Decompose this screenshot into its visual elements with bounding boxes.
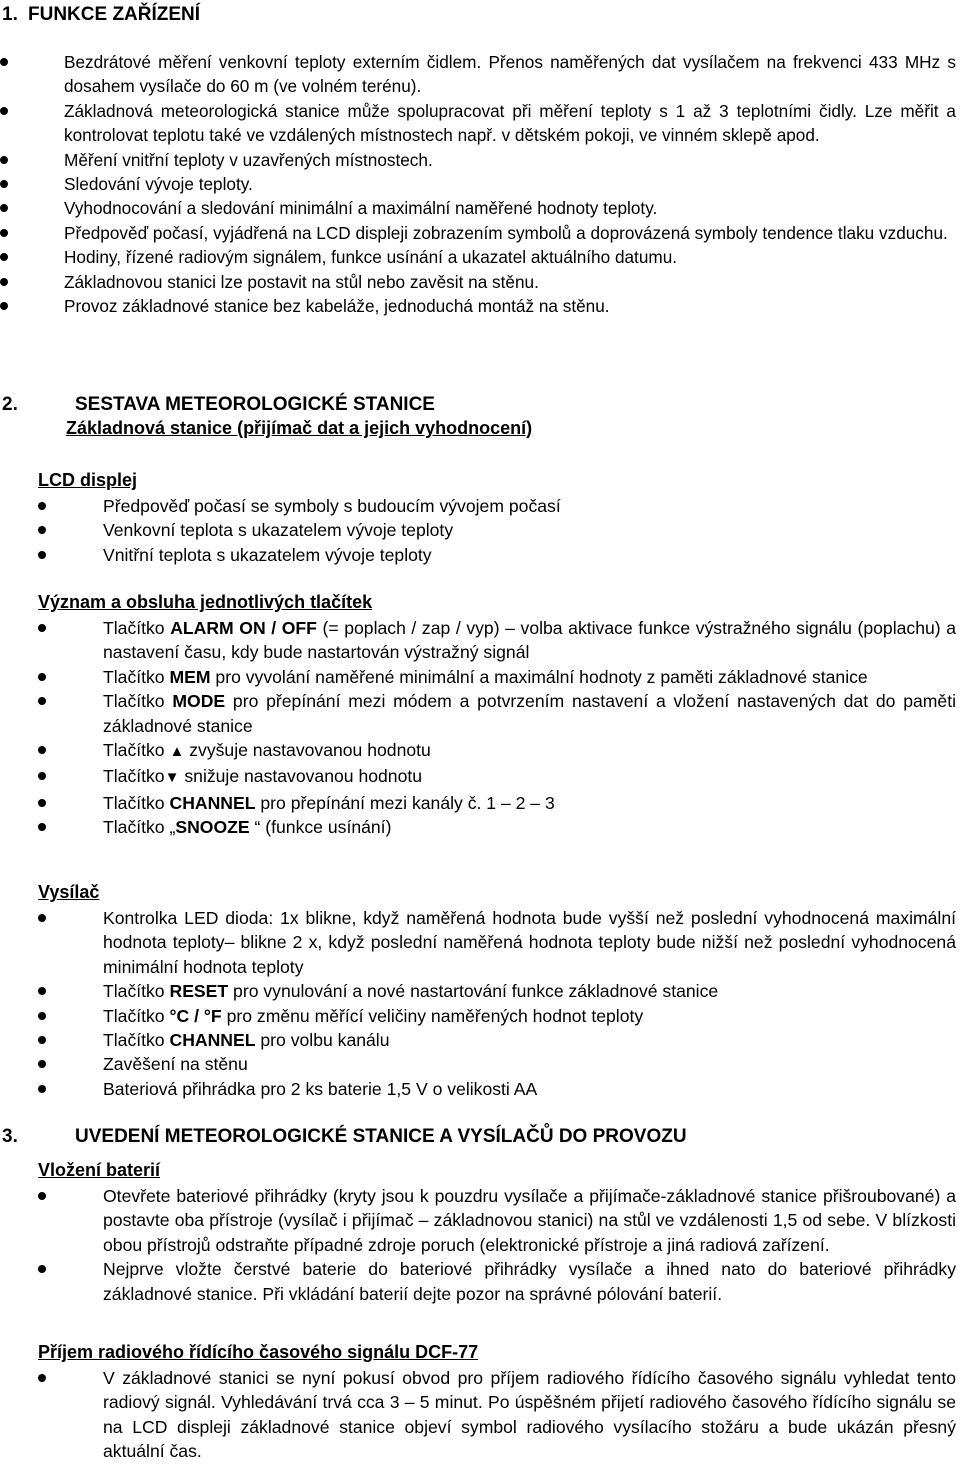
item-text: Tlačítko bbox=[103, 1005, 170, 1026]
item-text: Tlačítko bbox=[103, 691, 173, 712]
section-2-heading bbox=[2, 394, 702, 418]
list-item: Předpověď počasí, vyjádřená na LCD displeji zobrazením symbolů a doprovázená symboly tendence tlaku vzduchu. bbox=[64, 221, 956, 245]
buttons-list bbox=[103, 616, 956, 840]
list-item: Vyhodnocování a sledování minimální a maximální naměřené hodnoty teploty. bbox=[64, 196, 956, 220]
lcd-heading: LCD displej bbox=[38, 470, 138, 490]
item-text: pro vynulování a nové nastartování funkce základnové stanice bbox=[228, 981, 719, 1002]
section-1-title: FUNKCE ZAŘÍZENÍ bbox=[28, 4, 201, 25]
batteries-list bbox=[103, 1184, 956, 1306]
section-3-title: UVEDENÍ METEOROLOGICKÉ STANICE A VYSÍLAČŮ DO PROVOZU bbox=[75, 1126, 687, 1147]
item-text: Tlačítko bbox=[103, 981, 170, 1002]
item-text: Bateriová přihrádka pro 2 ks baterie 1,5 V o velikosti AA bbox=[103, 1078, 538, 1099]
list-item bbox=[103, 1077, 956, 1101]
lcd-list bbox=[103, 494, 956, 567]
list-item bbox=[103, 815, 956, 839]
list-item: Hodiny, řízené radiovým signálem, funkce usínání a ukazatel aktuálního datumu. bbox=[64, 245, 956, 269]
item-text: pro přepínání mezi kanály č. 1 – 2 – 3 bbox=[255, 792, 555, 813]
list-item: Předpověď počasí se symboly s budoucím vývojem počasí bbox=[103, 494, 956, 518]
section-1-number: 1. bbox=[2, 4, 18, 25]
item-text: Tlačítko bbox=[103, 766, 165, 787]
list-item: Otevřete bateriové přihrádky (kryty jsou k pouzdru vysílače a přijímače-základnové stanice přišroubované) a postavte oba přístroje (vysílač i přijímač – základnovou stanici) na stůl ve vzdálenosti 1,5 od sebe. V blízkosti obou přístrojů odstraňte případné zdroje poruch (elektronické přístroje a jiná radiová zařízení. bbox=[103, 1184, 956, 1257]
button-name: °C / °F bbox=[169, 1005, 222, 1026]
section-2-subtitle: Základnová stanice (přijímač dat a jejich vyhodnocení) bbox=[66, 418, 533, 438]
list-item: Vnitřní teplota s ukazatelem vývoje teploty bbox=[103, 543, 956, 567]
section-3-number: 3. bbox=[2, 1126, 18, 1147]
item-text: Kontrolka LED dioda: 1x blikne, když naměřená hodnota bude vyšší než poslední vyhodnocená maximální hodnota teploty– blikne 2 x, když poslední naměřená hodnota teploty bude nižší než poslední vyhodnocená minimální hodnota teploty bbox=[103, 908, 956, 977]
button-name: MEM bbox=[169, 666, 211, 687]
list-item bbox=[103, 616, 956, 665]
list-item: Sledování vývoje teploty. bbox=[64, 172, 956, 196]
transmitter-list bbox=[103, 906, 956, 1101]
buttons-heading: Význam a obsluha jednotlivých tlačítek bbox=[38, 592, 373, 612]
dcf-heading: Příjem radiového řídícího časového signálu DCF-77 bbox=[38, 1342, 479, 1362]
list-item: V základnové stanici se nyní pokusí obvod pro příjem radiového řídícího časového signálu vyhledat tento radiový signál. Vyhledávání trvá cca 3 – 5 minut. Po úspěšném přijetí radiového časového řídícího signálu se na LCD displeji základnové stanice objeví symbol radiového vysílacího stožáru a bude ukázán přesný aktuální čas. bbox=[103, 1366, 956, 1464]
item-text: snižuje nastavovanou hodnotu bbox=[179, 766, 423, 787]
item-text: Tlačítko bbox=[103, 666, 170, 687]
item-text: pro změnu měřící veličiny naměřených hodnot teploty bbox=[221, 1005, 644, 1026]
section-1-heading bbox=[2, 4, 502, 28]
list-item: Nejprve vložte čerstvé baterie do bateriové přihrádky vysílače a ihned nato do bateriové přihrádky základnové stanice. Při vkládání baterií dejte pozor na správné pólování baterií. bbox=[103, 1257, 956, 1306]
list-item: Měření vnitřní teploty v uzavřených místnostech. bbox=[64, 148, 956, 172]
button-name: RESET bbox=[169, 981, 229, 1002]
button-name: MODE bbox=[172, 691, 226, 712]
item-text: pro vyvolání naměřené minimální a maximální hodnoty z paměti základnové stanice bbox=[210, 666, 868, 687]
list-item bbox=[103, 1004, 956, 1028]
list-item bbox=[103, 1052, 956, 1076]
down-arrow-icon: ▼ bbox=[164, 769, 180, 787]
section-3-heading bbox=[2, 1126, 902, 1150]
item-text: pro volbu kanálu bbox=[255, 1030, 390, 1051]
item-text: Tlačítko bbox=[103, 1030, 170, 1051]
button-name: SNOOZE bbox=[175, 817, 250, 838]
dcf-list bbox=[103, 1366, 956, 1464]
item-text: Tlačítko „ bbox=[103, 817, 176, 838]
item-text: (= poplach / zap / vyp) – volba aktivace funkce výstražného signálu (poplachu) a nastavení času, kdy bude nastartován výstražný signál bbox=[103, 618, 956, 663]
list-item bbox=[103, 906, 956, 979]
item-text: pro přepínání mezi módem a potvrzením nastavení a vložení nastavených dat do paměti základnové stanice bbox=[103, 691, 956, 736]
section-1-list bbox=[64, 50, 956, 318]
list-item bbox=[103, 1028, 956, 1052]
item-text: Tlačítko bbox=[103, 618, 171, 638]
item-text: Zavěšení na stěnu bbox=[103, 1054, 248, 1075]
button-name: CHANNEL bbox=[169, 1030, 256, 1051]
button-name: ALARM ON / OFF bbox=[170, 618, 317, 638]
item-text: Tlačítko bbox=[103, 740, 170, 761]
list-item: Základnová meteorologická stanice může spolupracovat při měření teploty s 1 až 3 teplotními čidly. Lze měřit a kontrolovat teplotu také ve vzdálených místnostech např. v dětském pokoji, ve vinném sklepě apod. bbox=[64, 99, 956, 148]
list-item bbox=[103, 791, 956, 815]
list-item bbox=[103, 738, 956, 764]
list-item bbox=[103, 979, 956, 1003]
batteries-heading: Vložení baterií bbox=[38, 1160, 161, 1180]
list-item: Bezdrátové měření venkovní teploty externím čidlem. Přenos naměřených dat vysílačem na frekvenci 433 MHz s dosahem vysílače do 60 m (ve volném terénu). bbox=[64, 50, 956, 99]
list-item bbox=[103, 665, 956, 689]
up-arrow-icon: ▲ bbox=[169, 743, 185, 761]
item-text: “ (funkce usínání) bbox=[249, 817, 392, 838]
item-text: zvyšuje nastavovanou hodnotu bbox=[184, 740, 431, 761]
section-2-number: 2. bbox=[2, 394, 18, 415]
list-item bbox=[103, 764, 956, 790]
transmitter-heading: Vysílač bbox=[38, 882, 100, 902]
item-text: Tlačítko bbox=[103, 792, 170, 813]
button-name: CHANNEL bbox=[169, 792, 256, 813]
list-item bbox=[103, 689, 956, 738]
list-item: Základnovou stanici lze postavit na stůl nebo zavěsit na stěnu. bbox=[64, 270, 956, 294]
list-item: Provoz základnové stanice bez kabeláže, jednoduchá montáž na stěnu. bbox=[64, 294, 956, 318]
section-2-title: SESTAVA METEOROLOGICKÉ STANICE bbox=[75, 394, 435, 415]
list-item: Venkovní teplota s ukazatelem vývoje teploty bbox=[103, 518, 956, 542]
